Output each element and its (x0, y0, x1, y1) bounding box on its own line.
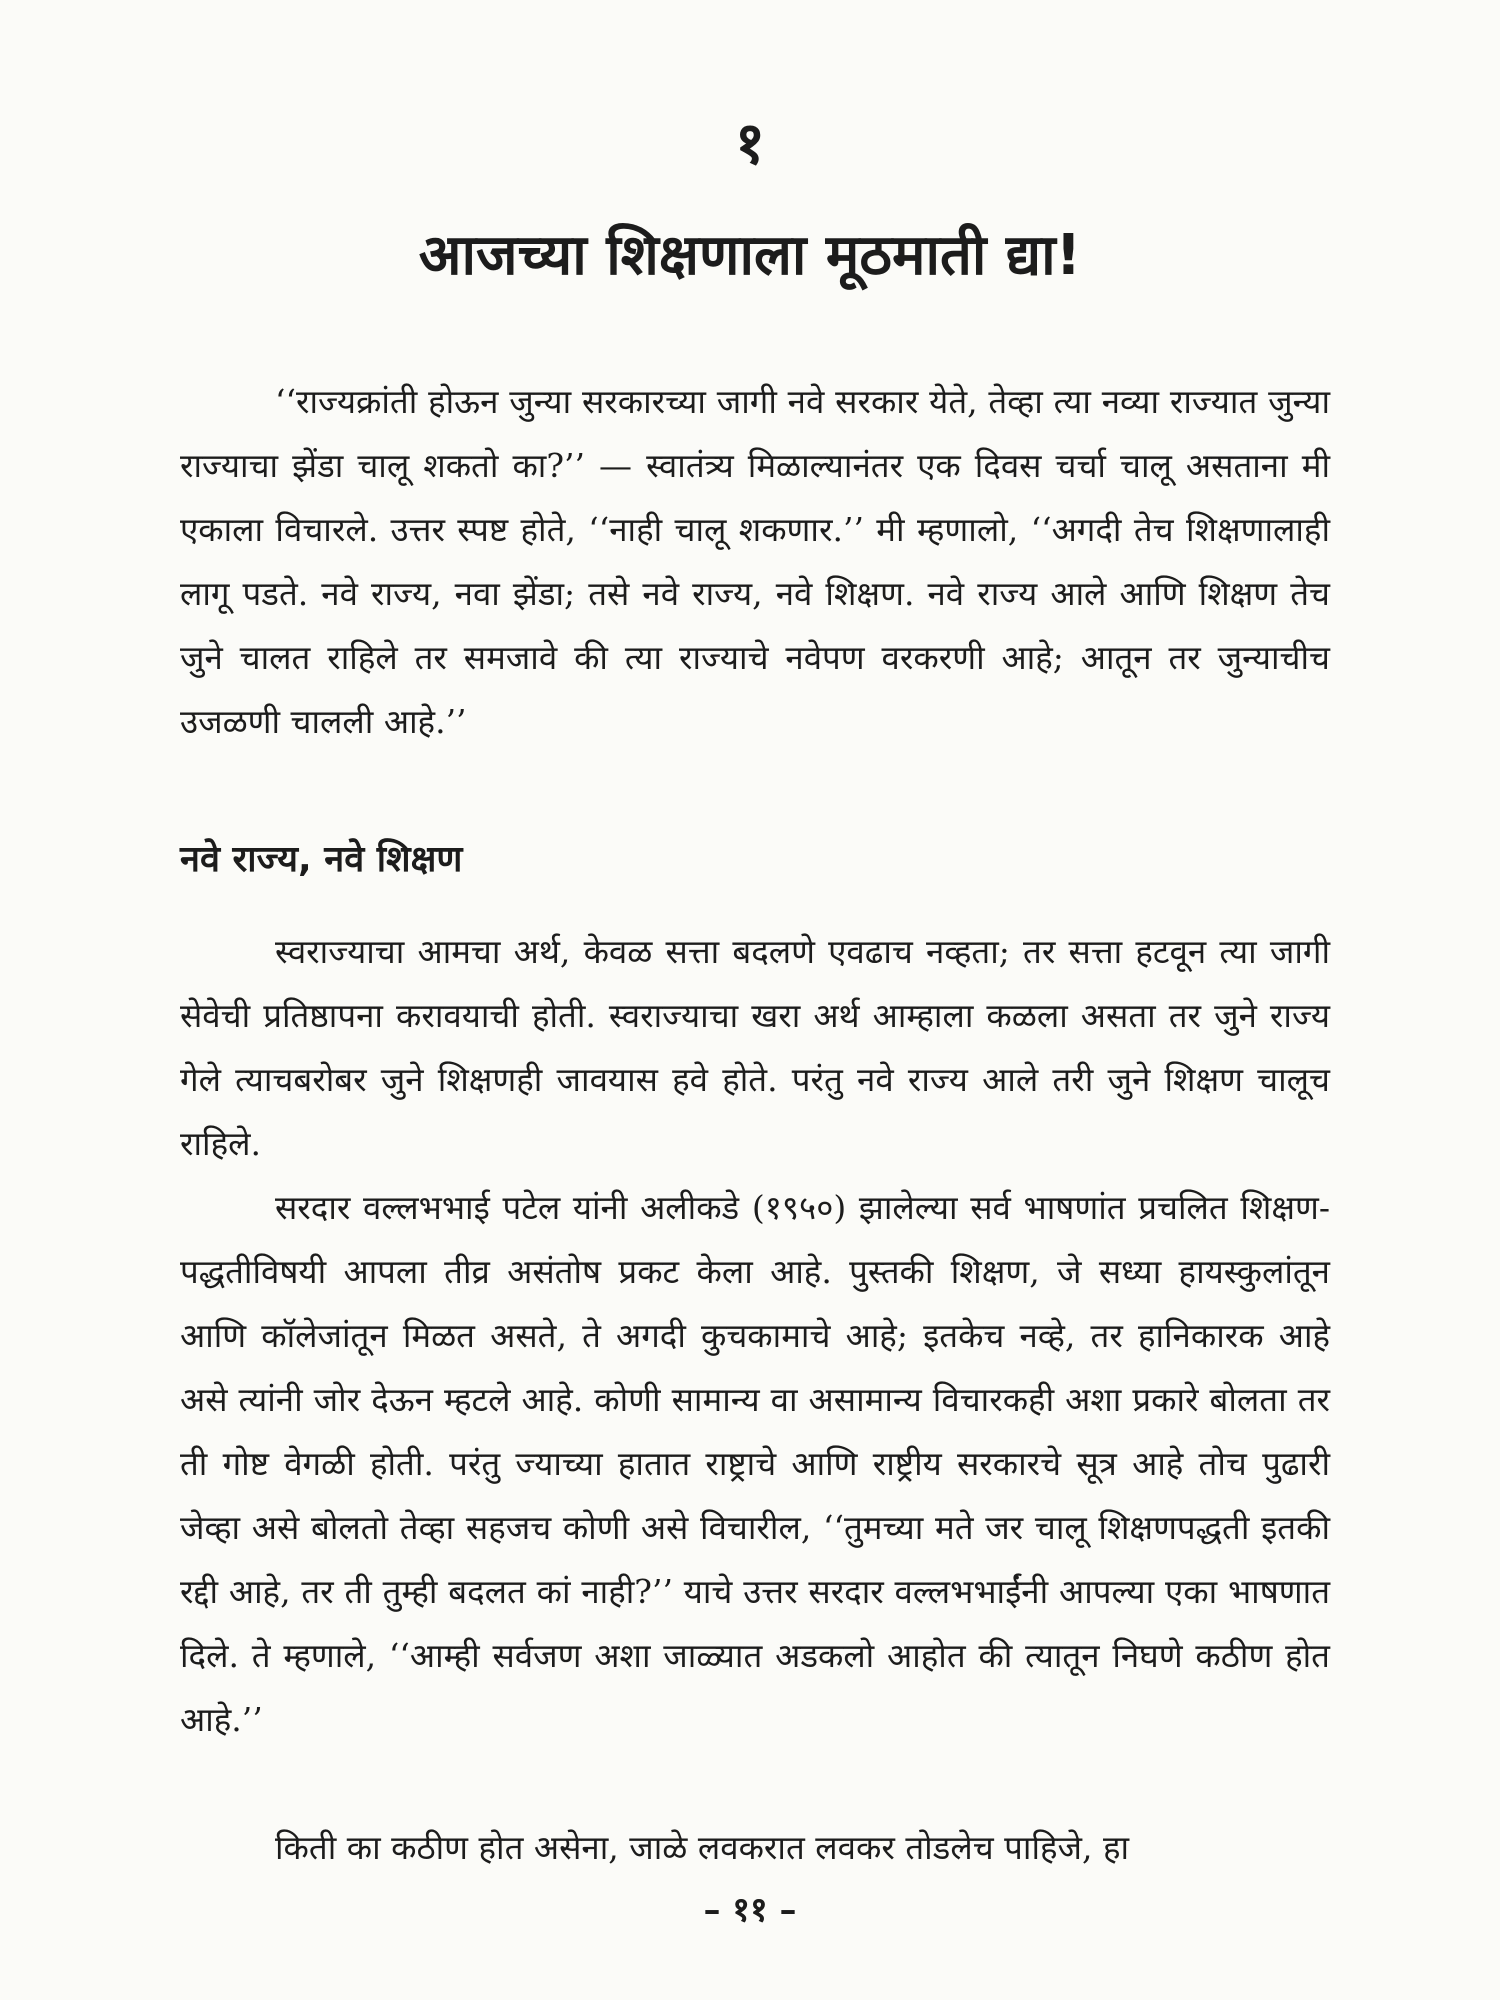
page-number: – ११ – (703, 1890, 797, 1930)
chapter-number: १ (734, 109, 766, 177)
paragraph-2: स्वराज्याचा आमचा अर्थ, केवळ सत्ता बदलणे एवढाच नव्हता; तर सत्ता हटवून त्या जागी सेवेची प्रतिष्ठापना करावयाची होती. स्वराज्याचा खरा अर्थ आम्हाला कळला असता तर जुने राज्य गेले त्याचबरोबर जुने शिक्षणही जावयास हवे होते. परंतु नवे राज्य आले तरी जुने शिक्षण चालूच राहिले. (180, 932, 1330, 1163)
paragraph-4: किती का कठीण होत असेना, जाळे लवकरात लवकर तोडलेच पाहिजे, हा (275, 1828, 1130, 1867)
chapter-title: आजच्या शिक्षणाला मूठमाती द्या! (418, 223, 1082, 288)
paragraph-3: सरदार वल्लभभाई पटेल यांनी अलीकडे (१९५०) झालेल्या सर्व भाषणांत प्रचलित शिक्षण-पद्धतीविषयी आपला तीव्र असंतोष प्रकट केला आहे. पुस्तकी शिक्षण, जे सध्या हायस्कुलांतून आणि कॉलेजांतून मिळत असते, ते अगदी कुचकामाचे आहे; इतकेच नव्हे, तर हानिकारक आहे असे त्यांनी जोर देऊन म्हटले आहे. कोणी सामान्य वा असामान्य विचारकही अशा प्रकारे बोलता तर ती गोष्ट वेगळी होती. परंतु ज्याच्या हातात राष्ट्राचे आणि राष्ट्रीय सरकारचे सूत्र आहे तोच पुढारी जेव्हा असे बोलतो तेव्हा सहजच कोणी असे विचारील, ‘‘तुमच्या मते जर चालू शिक्षणपद्धती इतकी रद्दी आहे, तर ती तुम्ही बदलत कां नाही?’’ याचे उत्तर सरदार वल्लभभाईंनी आपल्या एका भाषणात दिले. ते म्हणाले, ‘‘आम्ही सर्वजण अशा जाळ्यात अडकलो आहोत की त्यातून निघणे कठीण होत आहे.’’ (180, 1188, 1330, 1739)
paragraph-1: ‘‘राज्यक्रांती होऊन जुन्या सरकारच्या जागी नवे सरकार येते, तेव्हा त्या नव्या राज्यात जुन्या राज्याचा झेंडा चालू शकतो का?’’ — स्वातंत्र्य मिळाल्यानंतर एक दिवस चर्चा चालू असताना मी एकाला विचारले. उत्तर स्पष्ट होते, ‘‘नाही चालू शकणार.’’ मी म्हणालो, ‘‘अगदी तेच शिक्षणालाही लागू पडते. नवे राज्य, नवा झेंडा; तसे नवे राज्य, नवे शिक्षण. नवे राज्य आले आणि शिक्षण तेच जुने चालत राहिले तर समजावे की त्या राज्याचे नवेपण वरकरणी आहे; आतून तर जुन्याचीच उजळणी चालली आहे.’’ (180, 382, 1330, 741)
section-heading: नवे राज्य, नवे शिक्षण (180, 839, 463, 880)
